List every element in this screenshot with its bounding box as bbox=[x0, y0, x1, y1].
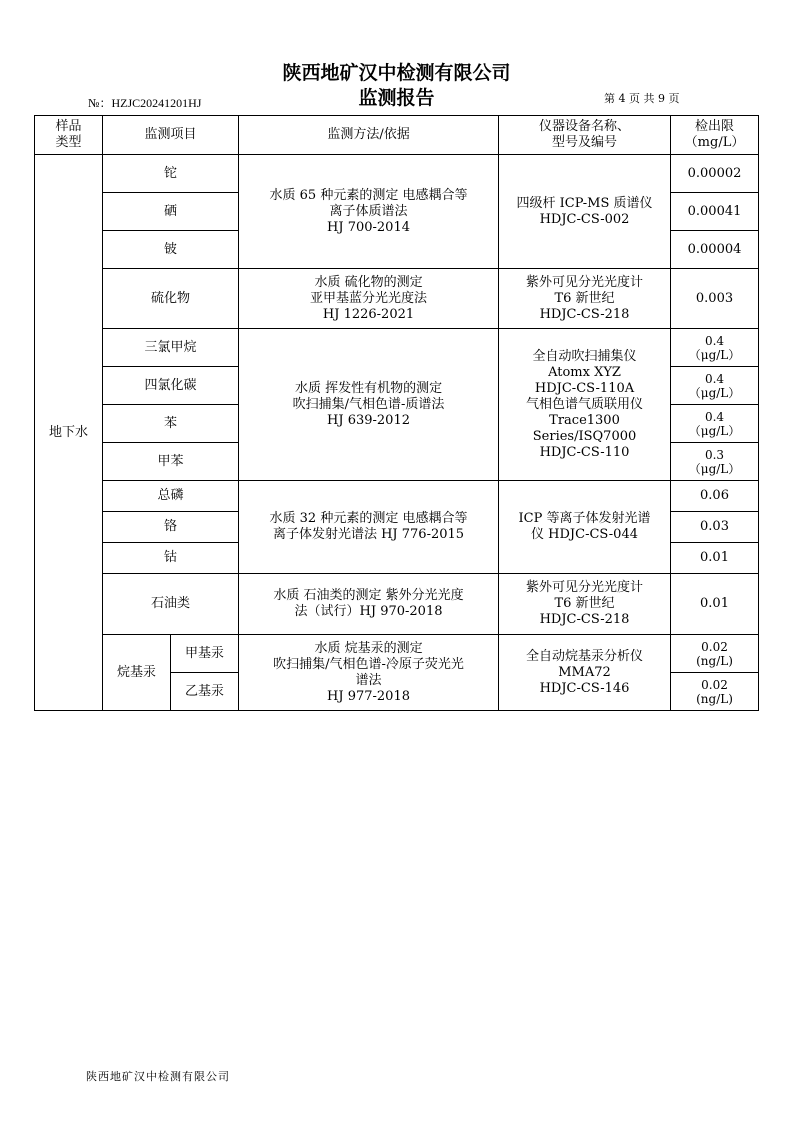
item-cell: 石油类 bbox=[103, 574, 239, 635]
limit-cell: 0.02 (ng/L) bbox=[671, 673, 759, 711]
limit-cell: 0.06 bbox=[671, 481, 759, 512]
item-cell: 乙基汞 bbox=[171, 673, 239, 711]
method-cell: 水质 65 种元素的测定 电感耦合等 离子体质谱法 HJ 700-2014 bbox=[239, 155, 499, 269]
page-number: 第 4 页 共 9 页 bbox=[604, 92, 680, 105]
limit-cell: 0.00002 bbox=[671, 155, 759, 193]
method-cell: 水质 32 种元素的测定 电感耦合等 离子体发射光谱法 HJ 776-2015 bbox=[239, 481, 499, 574]
limit-cell: 0.4 （μg/L） bbox=[671, 329, 759, 367]
sample-type-cell: 地下水 bbox=[35, 155, 103, 711]
method-cell: 水质 石油类的测定 紫外分光光度 法（试行）HJ 970-2018 bbox=[239, 574, 499, 635]
limit-cell: 0.01 bbox=[671, 543, 759, 574]
item-cell: 苯 bbox=[103, 405, 239, 443]
item-cell: 四氯化碳 bbox=[103, 367, 239, 405]
limit-cell: 0.03 bbox=[671, 512, 759, 543]
limit-cell: 0.00041 bbox=[671, 193, 759, 231]
table-row bbox=[35, 481, 759, 512]
instrument-cell: 紫外可见分光光度计 T6 新世纪 HDJC-CS-218 bbox=[499, 574, 671, 635]
item-cell: 铍 bbox=[103, 231, 239, 269]
table-row bbox=[35, 574, 759, 635]
header-sample-type: 样品 类型 bbox=[35, 116, 103, 155]
table-row bbox=[35, 155, 759, 193]
item-cell: 总磷 bbox=[103, 481, 239, 512]
limit-cell: 0.01 bbox=[671, 574, 759, 635]
instrument-cell: 紫外可见分光光度计 T6 新世纪 HDJC-CS-218 bbox=[499, 269, 671, 329]
monitoring-table bbox=[34, 115, 759, 711]
instrument-cell: 全自动烷基汞分析仪 MMA72 HDJC-CS-146 bbox=[499, 635, 671, 711]
footer-company: 陕西地矿汉中检测有限公司 bbox=[86, 1070, 230, 1083]
limit-cell: 0.003 bbox=[671, 269, 759, 329]
method-cell: 水质 烷基汞的测定 吹扫捕集/气相色谱-冷原子荧光光 谱法 HJ 977-2018 bbox=[239, 635, 499, 711]
instrument-cell: ICP 等离子体发射光谱 仪 HDJC-CS-044 bbox=[499, 481, 671, 574]
header-instrument: 仪器设备名称、 型号及编号 bbox=[499, 116, 671, 155]
table-header-row bbox=[35, 116, 759, 155]
company-name: 陕西地矿汉中检测有限公司 bbox=[282, 62, 511, 84]
item-cell: 三氯甲烷 bbox=[103, 329, 239, 367]
item-cell: 硫化物 bbox=[103, 269, 239, 329]
report-number: №：HZJC20241201HJ bbox=[88, 96, 202, 110]
limit-cell: 0.4 （μg/L） bbox=[671, 367, 759, 405]
item-cell: 铬 bbox=[103, 512, 239, 543]
method-cell: 水质 硫化物的测定 亚甲基蓝分光光度法 HJ 1226-2021 bbox=[239, 269, 499, 329]
instrument-cell: 四级杆 ICP-MS 质谱仪 HDJC-CS-002 bbox=[499, 155, 671, 269]
item-cell: 甲苯 bbox=[103, 443, 239, 481]
limit-cell: 0.3 （μg/L） bbox=[671, 443, 759, 481]
report-title: 监测报告 bbox=[358, 87, 435, 109]
table-row bbox=[35, 269, 759, 329]
table-row bbox=[35, 635, 759, 673]
header-item: 监测项目 bbox=[103, 116, 239, 155]
item-cell: 硒 bbox=[103, 193, 239, 231]
header-method: 监测方法/依据 bbox=[239, 116, 499, 155]
item-cell: 铊 bbox=[103, 155, 239, 193]
instrument-cell: 全自动吹扫捕集仪 Atomx XYZ HDJC-CS-110A 气相色谱气质联用仪 Trace1300 Series/ISQ7000 HDJC-CS-110 bbox=[499, 329, 671, 481]
limit-cell: 0.4 （μg/L） bbox=[671, 405, 759, 443]
item-cell: 钴 bbox=[103, 543, 239, 574]
limit-cell: 0.02 (ng/L) bbox=[671, 635, 759, 673]
table-row bbox=[35, 329, 759, 367]
item-cell: 甲基汞 bbox=[171, 635, 239, 673]
header-limit: 检出限 （mg/L） bbox=[671, 116, 759, 155]
limit-cell: 0.00004 bbox=[671, 231, 759, 269]
method-cell: 水质 挥发性有机物的测定 吹扫捕集/气相色谱-质谱法 HJ 639-2012 bbox=[239, 329, 499, 481]
parent-item-cell: 烷基汞 bbox=[103, 635, 171, 711]
